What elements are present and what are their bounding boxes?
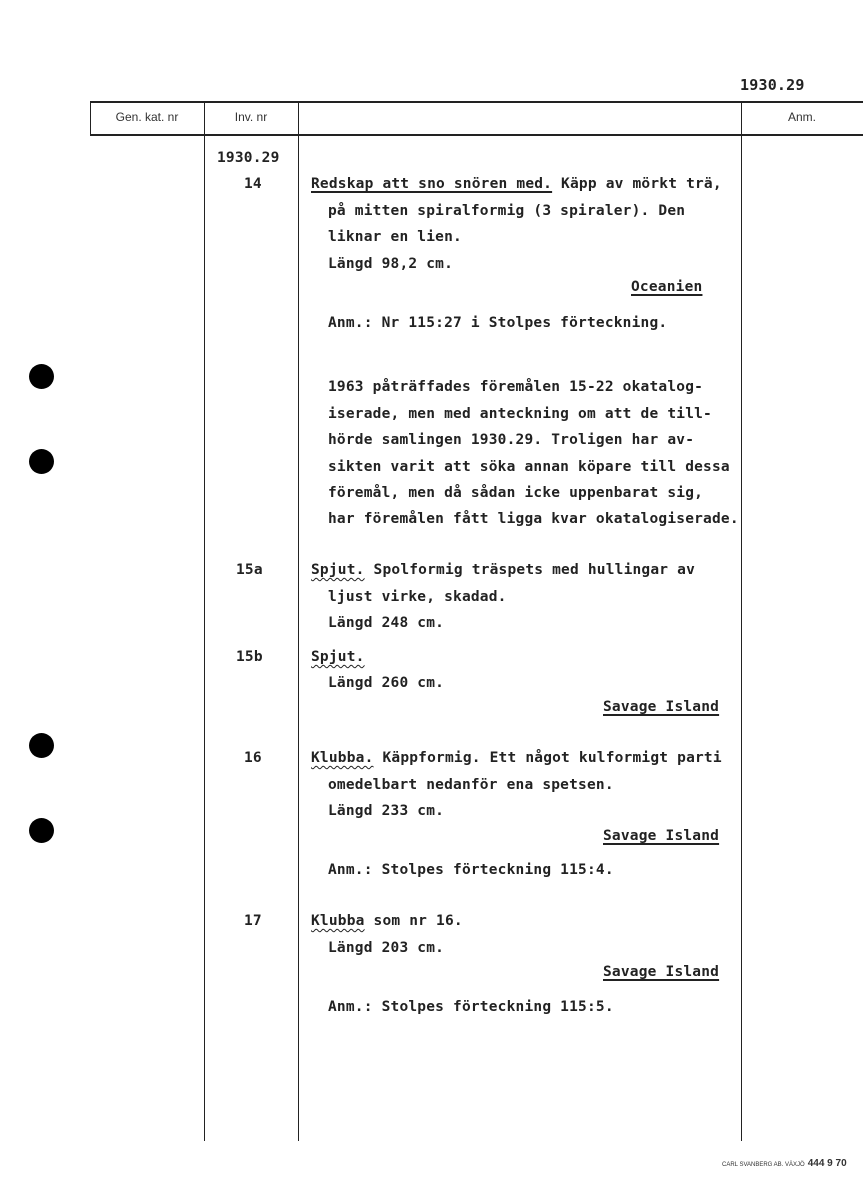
inv-number: 15b	[236, 649, 263, 665]
remark-line: har föremålen fått ligga kvar okatalogiserade.	[328, 511, 739, 527]
remark-line: hörde samlingen 1930.29. Troligen har av-	[328, 432, 695, 448]
column-divider	[741, 101, 742, 1141]
remark-line: 1963 påträffades föremålen 15-22 okatalog-	[328, 379, 704, 395]
page-number: 1930.29	[740, 76, 805, 94]
entry-note: Anm.: Stolpes förteckning 115:5.	[328, 999, 614, 1015]
remark-line: föremål, men då sådan icke uppenbarat sig,	[328, 485, 704, 501]
entry-length: Längd 98,2 cm.	[328, 256, 454, 272]
collection-number: 1930.29	[217, 150, 280, 166]
inv-number: 17	[244, 913, 262, 929]
entry-text: liknar en lien.	[328, 229, 462, 245]
entry-place: Savage Island	[603, 828, 720, 844]
entry-text: som nr 16.	[373, 913, 463, 929]
entry-note: Anm.: Stolpes förteckning 115:4.	[328, 862, 614, 878]
entry-length: Längd 248 cm.	[328, 615, 445, 631]
entry-title: Klubba	[311, 913, 365, 929]
entry-title: Klubba.	[311, 750, 374, 766]
remark-line: sikten varit att söka annan köpare till dessa	[328, 459, 730, 475]
header-gen-kat-nr: Gen. kat. nr	[115, 110, 179, 124]
header-anm: Anm.	[787, 110, 816, 124]
entry-length: Längd 233 cm.	[328, 803, 445, 819]
entry-text: ljust virke, skadad.	[328, 589, 507, 605]
column-divider	[298, 101, 299, 1141]
entry-text: Käppformig. Ett något kulformigt parti	[382, 750, 722, 766]
entry-length: Längd 203 cm.	[328, 940, 445, 956]
column-divider	[204, 101, 205, 1141]
header-inv-nr: Inv. nr	[234, 110, 268, 124]
entry-note: Anm.: Nr 115:27 i Stolpes förteckning.	[328, 315, 668, 331]
inv-number: 16	[244, 750, 262, 766]
header-bottom-rule	[90, 134, 863, 136]
entry-title: Redskap att sno snören med.	[311, 176, 553, 192]
entry-text: omedelbart nedanför ena spetsen.	[328, 777, 614, 793]
entry-text: Käpp av mörkt trä,	[561, 176, 722, 192]
table-top-rule	[90, 101, 863, 103]
entry-text: Spolformig träspets med hullingar av	[373, 562, 696, 578]
form-number: 444 9 70	[807, 1158, 847, 1169]
entry-place: Oceanien	[631, 279, 703, 295]
punch-hole	[29, 364, 54, 389]
remark-line: iserade, men med anteckning om att de till-	[328, 406, 712, 422]
punch-hole	[29, 733, 54, 758]
entry-place: Savage Island	[603, 964, 720, 980]
entry-place: Savage Island	[603, 699, 720, 715]
entry-text: på mitten spiralformig (3 spiraler). Den	[328, 203, 686, 219]
entry-title: Spjut.	[311, 649, 365, 665]
inv-number: 15a	[236, 562, 263, 578]
punch-hole	[29, 449, 54, 474]
printer-name: CARL SVANBERG AB. VÄXJÖ	[722, 1162, 805, 1168]
entry-title: Spjut.	[311, 562, 365, 578]
entry-length: Längd 260 cm.	[328, 675, 445, 691]
punch-hole	[29, 818, 54, 843]
printer-imprint	[722, 1158, 847, 1169]
inv-number: 14	[244, 176, 262, 192]
